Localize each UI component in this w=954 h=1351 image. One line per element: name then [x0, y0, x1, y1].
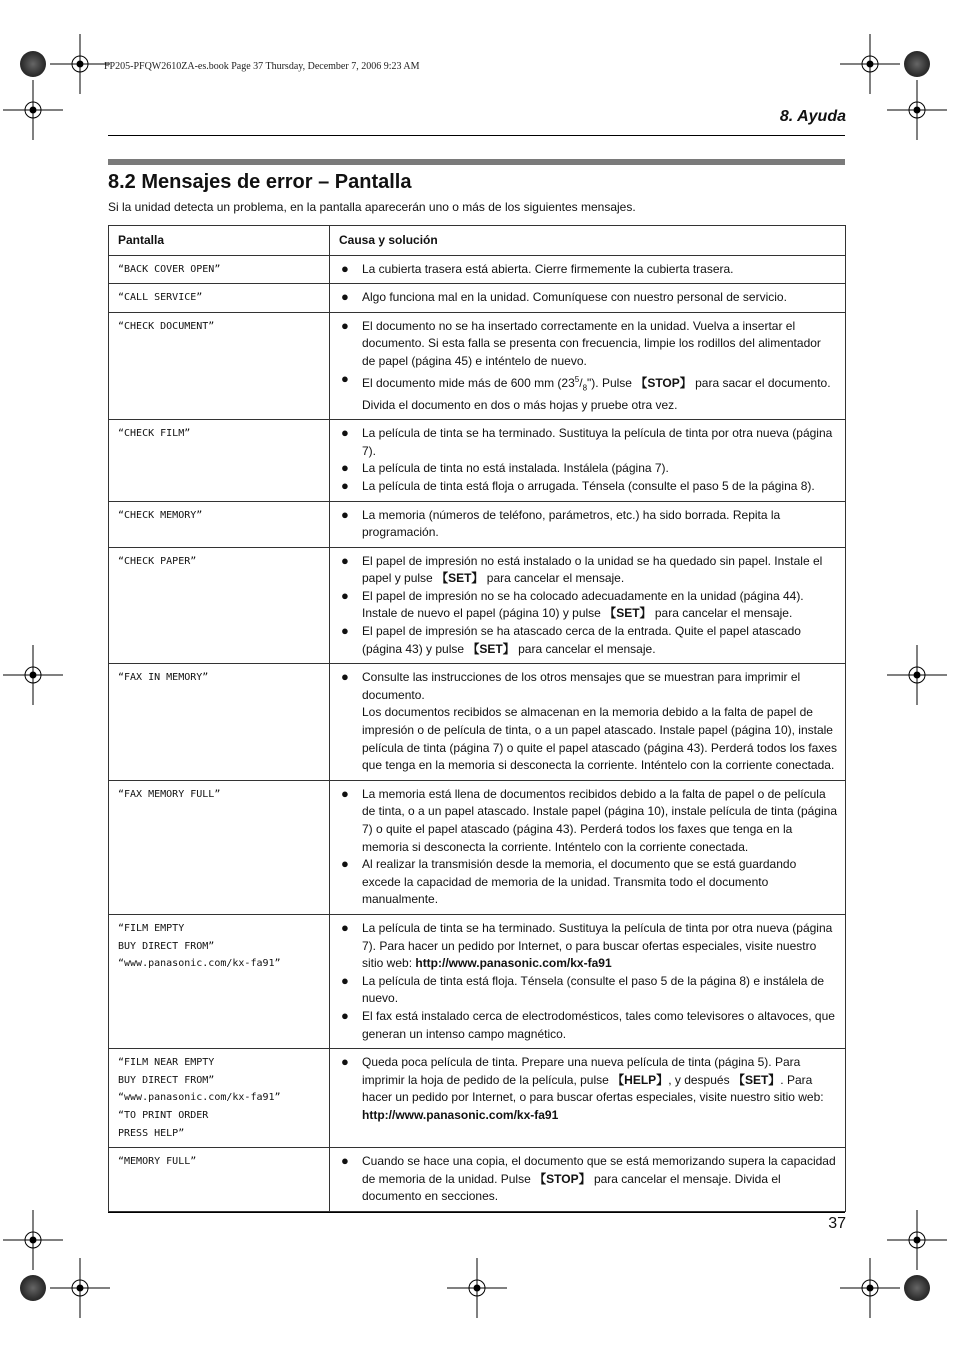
cause-list: [340, 920, 837, 1043]
display-message-line: “www.panasonic.com/kx-fa91”: [118, 958, 281, 970]
display-message-line: “CHECK PAPER”: [118, 555, 197, 567]
page-number: 37: [828, 1215, 846, 1232]
cause-item: [340, 1008, 837, 1043]
cause-text: La película de tinta se ha terminado. Sustituya la película de tinta por otra nueva (página 7).: [362, 426, 833, 458]
cause-list: [340, 553, 837, 659]
display-message-line: “www.panasonic.com/kx-fa91”: [118, 1092, 281, 1104]
cause-item: [340, 371, 837, 415]
table-row: [109, 255, 846, 284]
cause-text: Cuando se hace una copia, el documento que se está memorizando supera la capacidad de memoria de la unidad. Pulse: [362, 1154, 836, 1186]
cause-list: [340, 261, 837, 279]
bullet-icon: ●: [341, 552, 349, 568]
table-row: [109, 547, 846, 664]
cause-text: El papel de impresión no está instalado o la unidad se ha quedado sin papel. Instale el papel y pulse: [362, 553, 823, 586]
cause-solution-cell: [330, 914, 846, 1048]
display-message-line: “BACK COVER OPEN”: [118, 263, 221, 275]
cause-item: [340, 623, 837, 658]
file-header: FP205-PFQW2610ZA-es.book Page 37 Thursday, December 7, 2006 9:23 AM: [104, 61, 420, 72]
intro-text: Si la unidad detecta un problema, en la pantalla aparecerán uno o más de los siguientes mensajes.: [108, 200, 636, 214]
header-display: Pantalla: [109, 226, 330, 256]
bullet-icon: ●: [341, 289, 349, 305]
key-name: SET: [448, 571, 472, 586]
cause-item: [340, 973, 837, 1008]
cause-text: La memoria está llena de documentos recibidos debido a la falta de papel o de película de tinta, o a un papel atascado. Instale papel (página 10), instale película de tinta (página 7) o quite el papel atascado (página 43). Perderá todos los faxes que tenga en la memoria si desconecta la corriente. Inténtelo con la corriente conectada.: [362, 786, 838, 854]
cause-list: [340, 507, 837, 542]
bullet-icon: ●: [341, 972, 349, 988]
display-message-cell: [109, 547, 330, 664]
display-message-line: “MEMORY FULL”: [118, 1156, 197, 1168]
table-header-row: [109, 226, 846, 256]
color-dot-icon: [20, 1275, 46, 1301]
bullet-icon: ●: [341, 370, 349, 386]
bullet-icon: ●: [341, 919, 349, 935]
display-message-line: “CALL SERVICE”: [118, 292, 203, 304]
cause-item: [340, 669, 837, 775]
key-label: 【HELP】: [612, 1072, 669, 1087]
registration-mark-icon: [3, 645, 63, 705]
cause-text: Algo funciona mal en la unidad. Comuníquese con nuestro personal de servicio.: [362, 290, 787, 305]
table-row: [109, 780, 846, 914]
display-message-cell: [109, 1148, 330, 1212]
fraction-numerator: 5: [574, 374, 580, 384]
cause-list: [340, 289, 837, 307]
key-label: 【SET】: [732, 1072, 781, 1087]
fraction-denominator: 8: [582, 382, 588, 392]
registration-mark-icon: [447, 1258, 507, 1318]
website-link-text: http://www.panasonic.com/kx-fa91: [415, 956, 612, 971]
cause-solution-cell: [330, 284, 846, 313]
key-label: 【STOP】: [635, 375, 692, 390]
key-name: SET: [744, 1072, 769, 1087]
top-rule: [108, 135, 845, 136]
cause-text: El documento no se ha insertado correctamente en la unidad. Vuelva a insertar el documento. Si esta falla se presenta con frecuencia, limpie los rodillos del alimentador de papel (página 45) e inténtelo de nuevo.: [362, 318, 821, 368]
cause-text: , y después: [668, 1072, 733, 1087]
table-row: [109, 312, 846, 419]
cause-item: [340, 786, 837, 856]
cause-item: [340, 507, 837, 542]
bullet-icon: ●: [341, 425, 349, 441]
display-message-line: “FILM EMPTY: [118, 922, 185, 934]
cause-item: [340, 460, 837, 478]
display-message-cell: [109, 255, 330, 284]
bullet-icon: ●: [341, 260, 349, 276]
cause-item: [340, 856, 837, 909]
cause-text: El fax está instalado cerca de electrodomésticos, tales como televisores o altavoces, que generan un intenso campo magnético.: [362, 1008, 835, 1041]
cause-list: [340, 318, 837, 414]
key-name: SET: [479, 641, 503, 656]
cause-text: /: [579, 375, 583, 390]
registration-mark-icon: [840, 1258, 900, 1318]
table-row: [109, 420, 846, 501]
bullet-icon: ●: [341, 317, 349, 333]
bullet-icon: ●: [341, 856, 349, 872]
section-label: 8. Ayuda: [779, 108, 846, 125]
key-label: 【SET】: [467, 641, 515, 656]
display-message-line: PRESS HELP”: [118, 1127, 185, 1139]
cause-text: Al realizar la transmisión desde la memoria, el documento que se está guardando excede la capacidad de memoria de la unidad. Transmita todo el documento manualmente.: [362, 857, 797, 907]
registration-mark-icon: [3, 80, 63, 140]
title-bar: [108, 159, 845, 165]
cause-solution-cell: [330, 420, 846, 501]
bullet-icon: ●: [341, 460, 349, 476]
cause-item: [340, 920, 837, 973]
cause-item: [340, 1153, 837, 1206]
display-message-cell: [109, 501, 330, 547]
cause-text: La cubierta trasera está abierta. Cierre firmemente la cubierta trasera.: [362, 261, 734, 276]
cause-solution-cell: [330, 1049, 846, 1148]
cause-solution-cell: [330, 255, 846, 284]
bullet-icon: ●: [341, 785, 349, 801]
header-cause-solution: Causa y solución: [330, 226, 846, 256]
display-message-line: BUY DIRECT FROM”: [118, 940, 215, 952]
registration-mark-icon: [50, 1258, 110, 1318]
table-row: [109, 284, 846, 313]
table-row: [109, 1148, 846, 1212]
cause-solution-cell: [330, 501, 846, 547]
cause-text: Los documentos recibidos se almacenan en la memoria debido a la falta de papel de impresión o de película de tinta, o a un papel atascado. Instale papel (página 10), instale película de tinta (página 7) o quite el papel atascado (página 43). Perderá todos los faxes que tenga en la memoria si desconecta la corriente. Inténtelo con la corriente conectada.: [362, 705, 837, 773]
display-message-line: “CHECK FILM”: [118, 428, 191, 440]
cause-item: [340, 425, 837, 460]
key-name: SET: [616, 606, 640, 621]
key-label: 【STOP】: [534, 1171, 591, 1186]
error-messages-table: [108, 225, 846, 1212]
table-row: [109, 914, 846, 1048]
cause-text: para cancelar el mensaje.: [514, 641, 656, 656]
bottom-rule: [108, 1212, 845, 1213]
display-message-cell: [109, 312, 330, 419]
cause-list: [340, 425, 837, 495]
table-row: [109, 664, 846, 781]
page-title: 8.2 Mensajes de error – Pantalla: [108, 171, 412, 193]
cause-text: Queda poca película de tinta. Prepare una nueva película de tinta (página 5). Para imprimir la hoja de pedido de la película, pulse: [362, 1055, 801, 1087]
display-message-line: “TO PRINT ORDER: [118, 1109, 209, 1121]
display-message-cell: [109, 284, 330, 313]
bullet-icon: ●: [341, 587, 349, 603]
display-message-line: “FAX IN MEMORY”: [118, 672, 209, 684]
bullet-icon: ●: [341, 669, 349, 685]
key-name: STOP: [647, 375, 680, 390]
color-dot-icon: [904, 1275, 930, 1301]
cause-text: La memoria (números de teléfono, parámetros, etc.) ha sido borrada. Repita la programación.: [362, 507, 781, 540]
display-message-cell: [109, 914, 330, 1048]
cause-solution-cell: [330, 664, 846, 781]
cause-text: "). Pulse: [587, 375, 636, 390]
cause-item: [340, 261, 837, 279]
cause-item: [340, 1054, 837, 1124]
cause-list: [340, 669, 837, 775]
cause-list: [340, 786, 837, 909]
cause-text: El documento mide más de 600 mm (23: [362, 375, 575, 390]
cause-text: para cancelar el mensaje.: [483, 571, 625, 586]
color-dot-icon: [904, 51, 930, 77]
display-message-cell: [109, 1049, 330, 1148]
bullet-icon: ●: [341, 506, 349, 522]
cause-item: [340, 588, 837, 623]
key-name: STOP: [546, 1171, 579, 1186]
cause-text: La película de tinta está floja o arrugada. Ténsela (consulte el paso 5 de la página 8).: [362, 478, 815, 493]
color-dot-icon: [20, 51, 46, 77]
bullet-icon: ●: [341, 1007, 349, 1023]
cause-text: La película de tinta está floja. Ténsela (consulte el paso 5 de la página 8) e instálela de nuevo.: [362, 973, 825, 1006]
display-message-line: “FAX MEMORY FULL”: [118, 788, 221, 800]
display-message-line: “CHECK MEMORY”: [118, 509, 203, 521]
display-message-cell: [109, 664, 330, 781]
display-message-line: “FILM NEAR EMPTY: [118, 1057, 215, 1069]
table-row: [109, 1049, 846, 1148]
cause-item: [340, 478, 837, 496]
bullet-icon: ●: [341, 1153, 349, 1169]
cause-list: [340, 1153, 837, 1206]
bullet-icon: ●: [341, 1054, 349, 1070]
bullet-icon: ●: [341, 623, 349, 639]
cause-text: . Para hacer un pedido por Internet, o para buscar ofertas especiales, visite nuestro sitio web:: [362, 1072, 824, 1105]
cause-solution-cell: [330, 547, 846, 664]
bullet-icon: ●: [341, 477, 349, 493]
cause-text: El papel de impresión no se ha colocado adecuadamente en la unidad (página 44). Instale de nuevo el papel (página 10) y pulse: [362, 588, 804, 621]
display-message-cell: [109, 420, 330, 501]
display-message-line: “CHECK DOCUMENT”: [118, 320, 215, 332]
cause-text: La película de tinta no está instalada. Instálela (página 7).: [362, 461, 669, 476]
cause-solution-cell: [330, 780, 846, 914]
cause-item: [340, 318, 837, 371]
cause-text: El papel de impresión se ha atascado cerca de la entrada. Quite el papel atascado (página 43) y pulse: [362, 624, 801, 656]
registration-mark-icon: [887, 80, 947, 140]
cause-item: [340, 553, 837, 588]
registration-mark-icon: [887, 645, 947, 705]
display-message-cell: [109, 780, 330, 914]
cause-solution-cell: [330, 1148, 846, 1212]
cause-text: para cancelar el mensaje. Divida el documento en secciones.: [362, 1171, 781, 1204]
table-body: [109, 255, 846, 1211]
cause-text: La película de tinta se ha terminado. Sustituya la película de tinta por otra nueva (página 7). Para hacer un pedido por Internet, o para buscar ofertas especiales, visite nuestro sitio web:: [362, 920, 833, 971]
cause-list: [340, 1054, 837, 1124]
cause-text: para cancelar el mensaje.: [651, 606, 793, 621]
cause-text: para sacar el documento. Divida el documento en dos o más hojas y pruebe otra vez.: [362, 375, 831, 412]
cause-item: [340, 289, 837, 307]
table-row: [109, 501, 846, 547]
display-message-line: BUY DIRECT FROM”: [118, 1074, 215, 1086]
key-name: HELP: [624, 1072, 657, 1087]
key-label: 【SET】: [436, 571, 484, 586]
key-label: 【SET】: [604, 606, 652, 621]
cause-solution-cell: [330, 312, 846, 419]
cause-text: Consulte las instrucciones de los otros mensajes que se muestran para imprimir el documento.: [362, 670, 801, 702]
website-link-text: http://www.panasonic.com/kx-fa91: [362, 1107, 559, 1122]
